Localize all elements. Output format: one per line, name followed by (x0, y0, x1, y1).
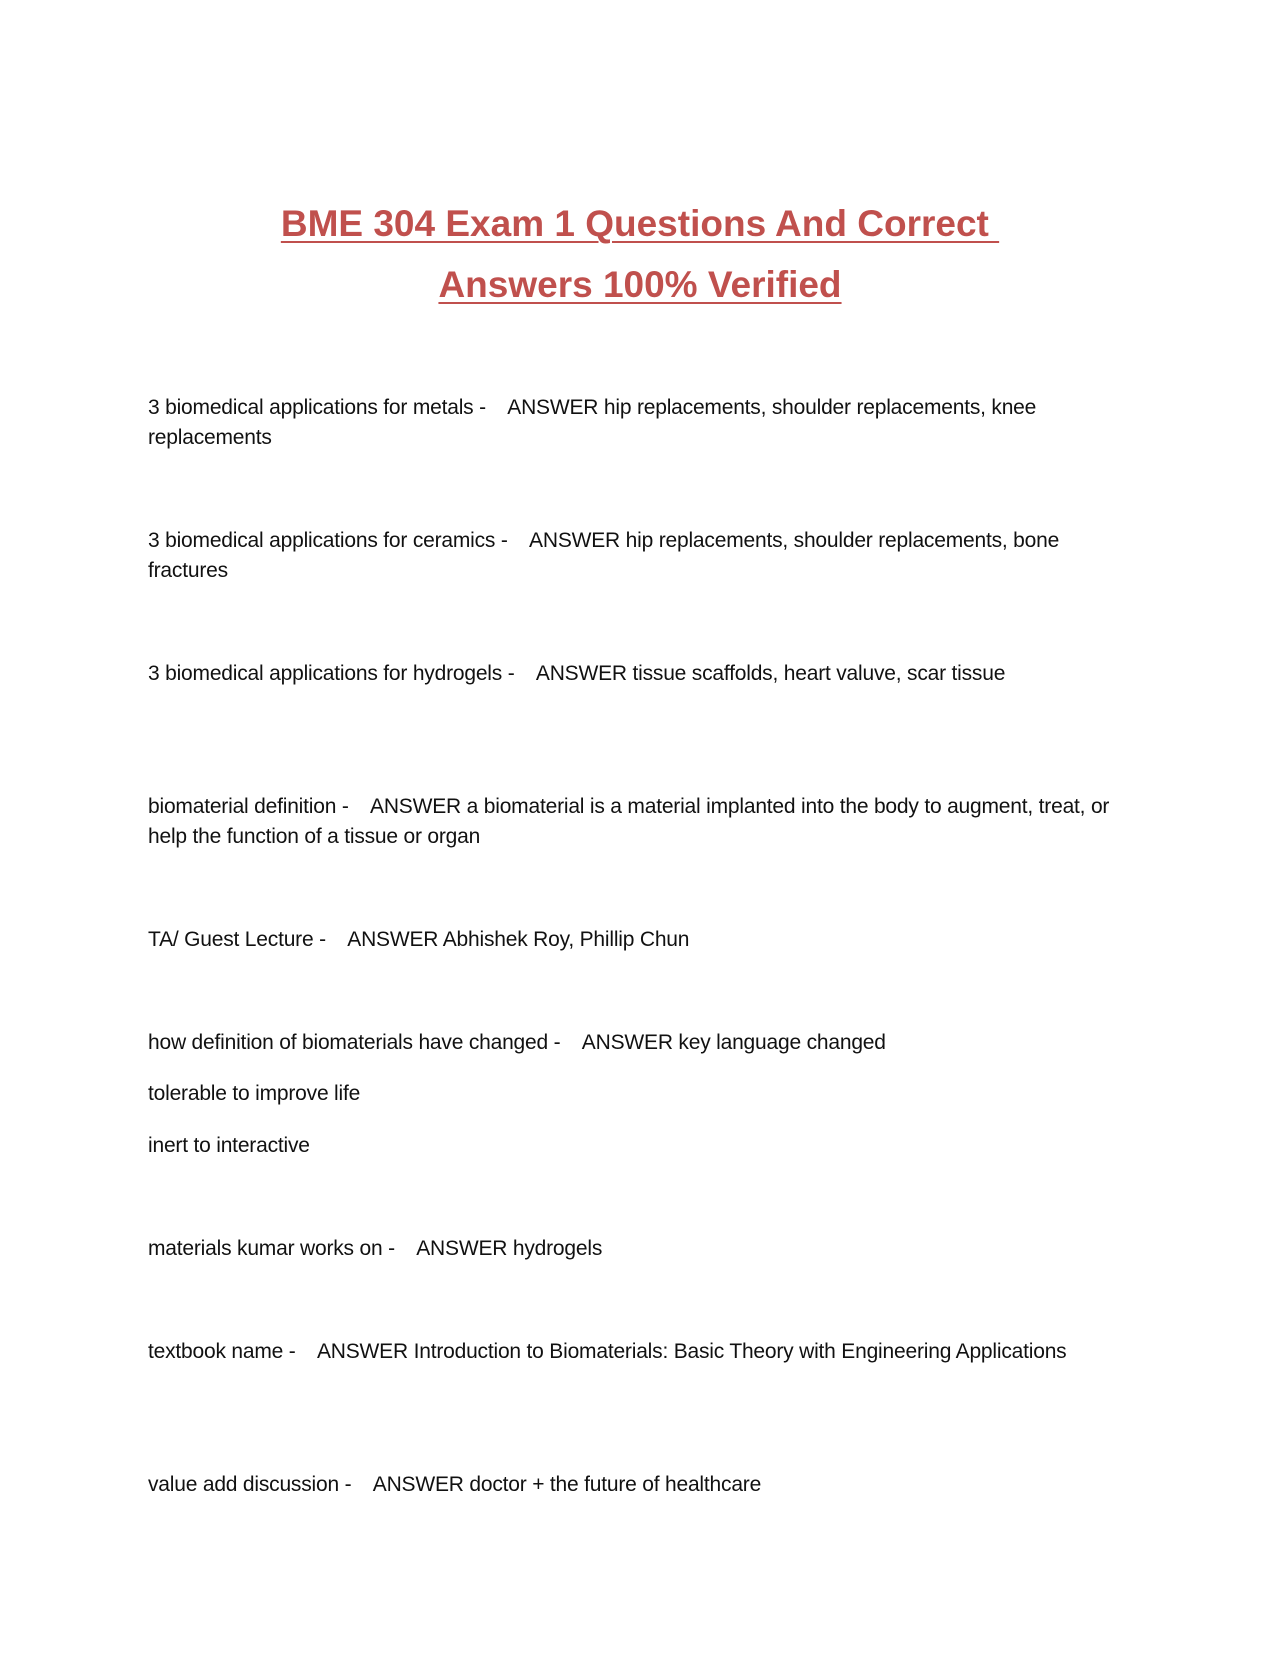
question-text: 3 biomedical applications for ceramics (148, 529, 496, 552)
question-text: materials kumar works on (148, 1237, 383, 1260)
answer-text: doctor + the future of healthcare (469, 1473, 762, 1496)
qa-item (148, 925, 1138, 955)
answer-extra-line: inert to interactive (148, 1134, 310, 1157)
answer-text: hydrogels (512, 1237, 603, 1260)
answer-text: hip replacements, shoulder replacements, bone fractures (148, 529, 1065, 582)
question-text: biomaterial definition (148, 795, 337, 818)
qa-item (148, 1028, 1138, 1058)
answer-text: key language changed (678, 1031, 886, 1054)
answer-extra-line: tolerable to improve life (148, 1082, 361, 1105)
question-text: value add discussion (148, 1473, 339, 1496)
answer-text: Abhishek Roy, Phillip Chun (442, 928, 690, 951)
answer-separator: - ANSWER (548, 1031, 679, 1054)
document-title-line-2: Answers 100% Verified (438, 264, 842, 305)
answer-separator: - ANSWER (313, 928, 443, 951)
answer-separator: - ANSWER (382, 1237, 513, 1260)
answer-separator: - ANSWER (283, 1340, 414, 1363)
qa-item (148, 393, 1138, 453)
qa-item (148, 792, 1138, 852)
answer-text: tissue scaffolds, heart valuve, scar tissue (632, 662, 1006, 685)
qa-item (148, 526, 1138, 586)
qa-item (148, 1337, 1138, 1367)
question-text: 3 biomedical applications for metals (148, 396, 474, 419)
document-title-line-1: BME 304 Exam 1 Questions And Correct (280, 203, 1000, 244)
answer-text: a biomaterial is a material implanted into the body to augment, treat, or help the function of a tissue or organ (148, 795, 1115, 848)
question-text: how definition of biomaterials have changed (148, 1031, 548, 1054)
answer-text: hip replacements, shoulder replacements, knee replacements (148, 396, 1042, 449)
answer-separator: - ANSWER (473, 396, 604, 419)
qa-item (148, 1234, 1138, 1264)
question-text: 3 biomedical applications for hydrogels (148, 662, 503, 685)
answer-separator: - ANSWER (336, 795, 467, 818)
qa-item (148, 659, 1138, 689)
question-text: textbook name (148, 1340, 284, 1363)
answer-separator: - ANSWER (495, 529, 626, 552)
answer-text: Introduction to Biomaterials: Basic Theory with Engineering Applications (413, 1340, 1067, 1363)
answer-separator: - ANSWER (502, 662, 633, 685)
qa-item (148, 1470, 1138, 1500)
question-text: TA/ Guest Lecture (148, 928, 314, 951)
answer-separator: - ANSWER (338, 1473, 470, 1496)
